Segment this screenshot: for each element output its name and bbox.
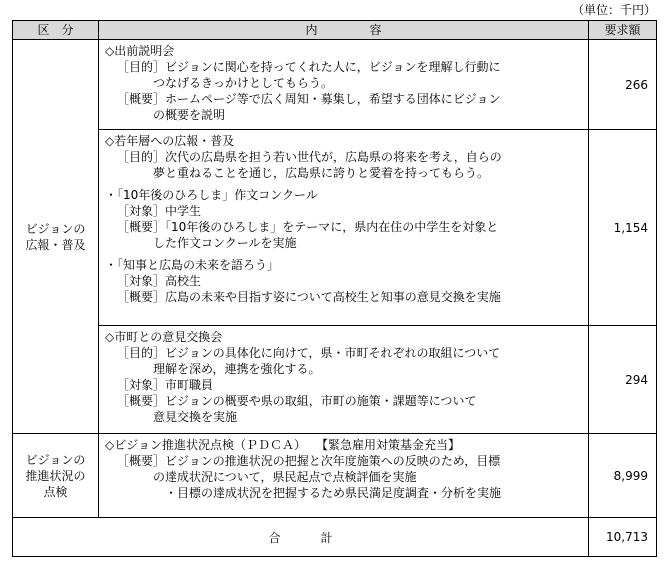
total-row bbox=[13, 518, 657, 557]
unit-label: （単位：千円） bbox=[571, 3, 656, 17]
category-vision-pr: ビジョンの 広報・普及 bbox=[13, 40, 99, 434]
content-cell: ◇市町との意見交換会 ［目的］ビジョンの具体化に向けて，県・市町それぞれの取組について 理解を深め，連携を強化する。 ［対象］市町職員 ［概要］ビジョンの概要や県の取組，市町の施策・課題等について 意見交換を実施 bbox=[99, 326, 589, 434]
header-amount: 要求額 bbox=[589, 21, 657, 40]
item-title: ◇市町との意見交換会 bbox=[105, 330, 223, 344]
header-category: 区分 bbox=[13, 21, 99, 40]
budget-table bbox=[12, 20, 657, 557]
category-progress-check: ビジョンの 推進状況の 点検 bbox=[13, 434, 99, 518]
amount-cell: 266 bbox=[589, 40, 657, 130]
table-row bbox=[13, 434, 657, 518]
table-row bbox=[13, 130, 657, 326]
amount-cell: 8,999 bbox=[589, 434, 657, 518]
content-cell: ◇若年層への広報・普及 ［目的］次代の広島県を担う若い世代が，広島県の将来を考え，自らの 夢と重ねることを通じ，広島県に誇りと愛着を持ってもらう。 ・「10年後のひろしま」作文コンクール ［対象］中学生 ［概要］「10年後のひろしま」をテーマに，県内在住の中学生を対象と した作文コンクールを実施 ・「知事と広島の未来を語ろう」 ［対象］高校生 ［概要］広島の未来や目指す姿について高校生と知事の意見交換を実施 bbox=[99, 130, 589, 326]
table-row bbox=[13, 40, 657, 130]
table-row bbox=[13, 326, 657, 434]
header-content: 内容 bbox=[99, 21, 589, 40]
sub-item-title: ・「知事と広島の未来を語ろう」 bbox=[105, 258, 280, 272]
total-amount: 10,713 bbox=[589, 518, 657, 557]
item-title: ◇ビジョン推進状況点検（ＰＤＣＡ） bbox=[105, 438, 306, 452]
sub-item-title: ・「10年後のひろしま」作文コンクール bbox=[105, 188, 318, 202]
header-row bbox=[13, 21, 657, 40]
content-cell: ◇ビジョン推進状況点検（ＰＤＣＡ） 【緊急雇用対策基金充当】 ［概要］ビジョンの推進状況の把握と次年度施策への反映のため，目標 の達成状況について，県民起点で点検評価を実施 ・目標の達成状況を把握するため県民満足度調査・分析を実施 bbox=[99, 434, 589, 518]
fund-note: 【緊急雇用対策基金充当】 bbox=[322, 438, 461, 452]
total-label: 合計 bbox=[13, 518, 589, 557]
item-title: ◇若年層への広報・普及 bbox=[105, 134, 235, 148]
amount-cell: 294 bbox=[589, 326, 657, 434]
content-cell: ◇出前説明会 ［目的］ビジョンに関心を持ってくれた人に，ビジョンを理解し行動に つなげるきっかけとしてもらう。 ［概要］ホームページ等で広く周知・募集し，希望する団体にビジョン の概要を説明 bbox=[99, 40, 589, 130]
item-title: ◇出前説明会 bbox=[105, 44, 175, 58]
amount-cell: 1,154 bbox=[589, 130, 657, 326]
